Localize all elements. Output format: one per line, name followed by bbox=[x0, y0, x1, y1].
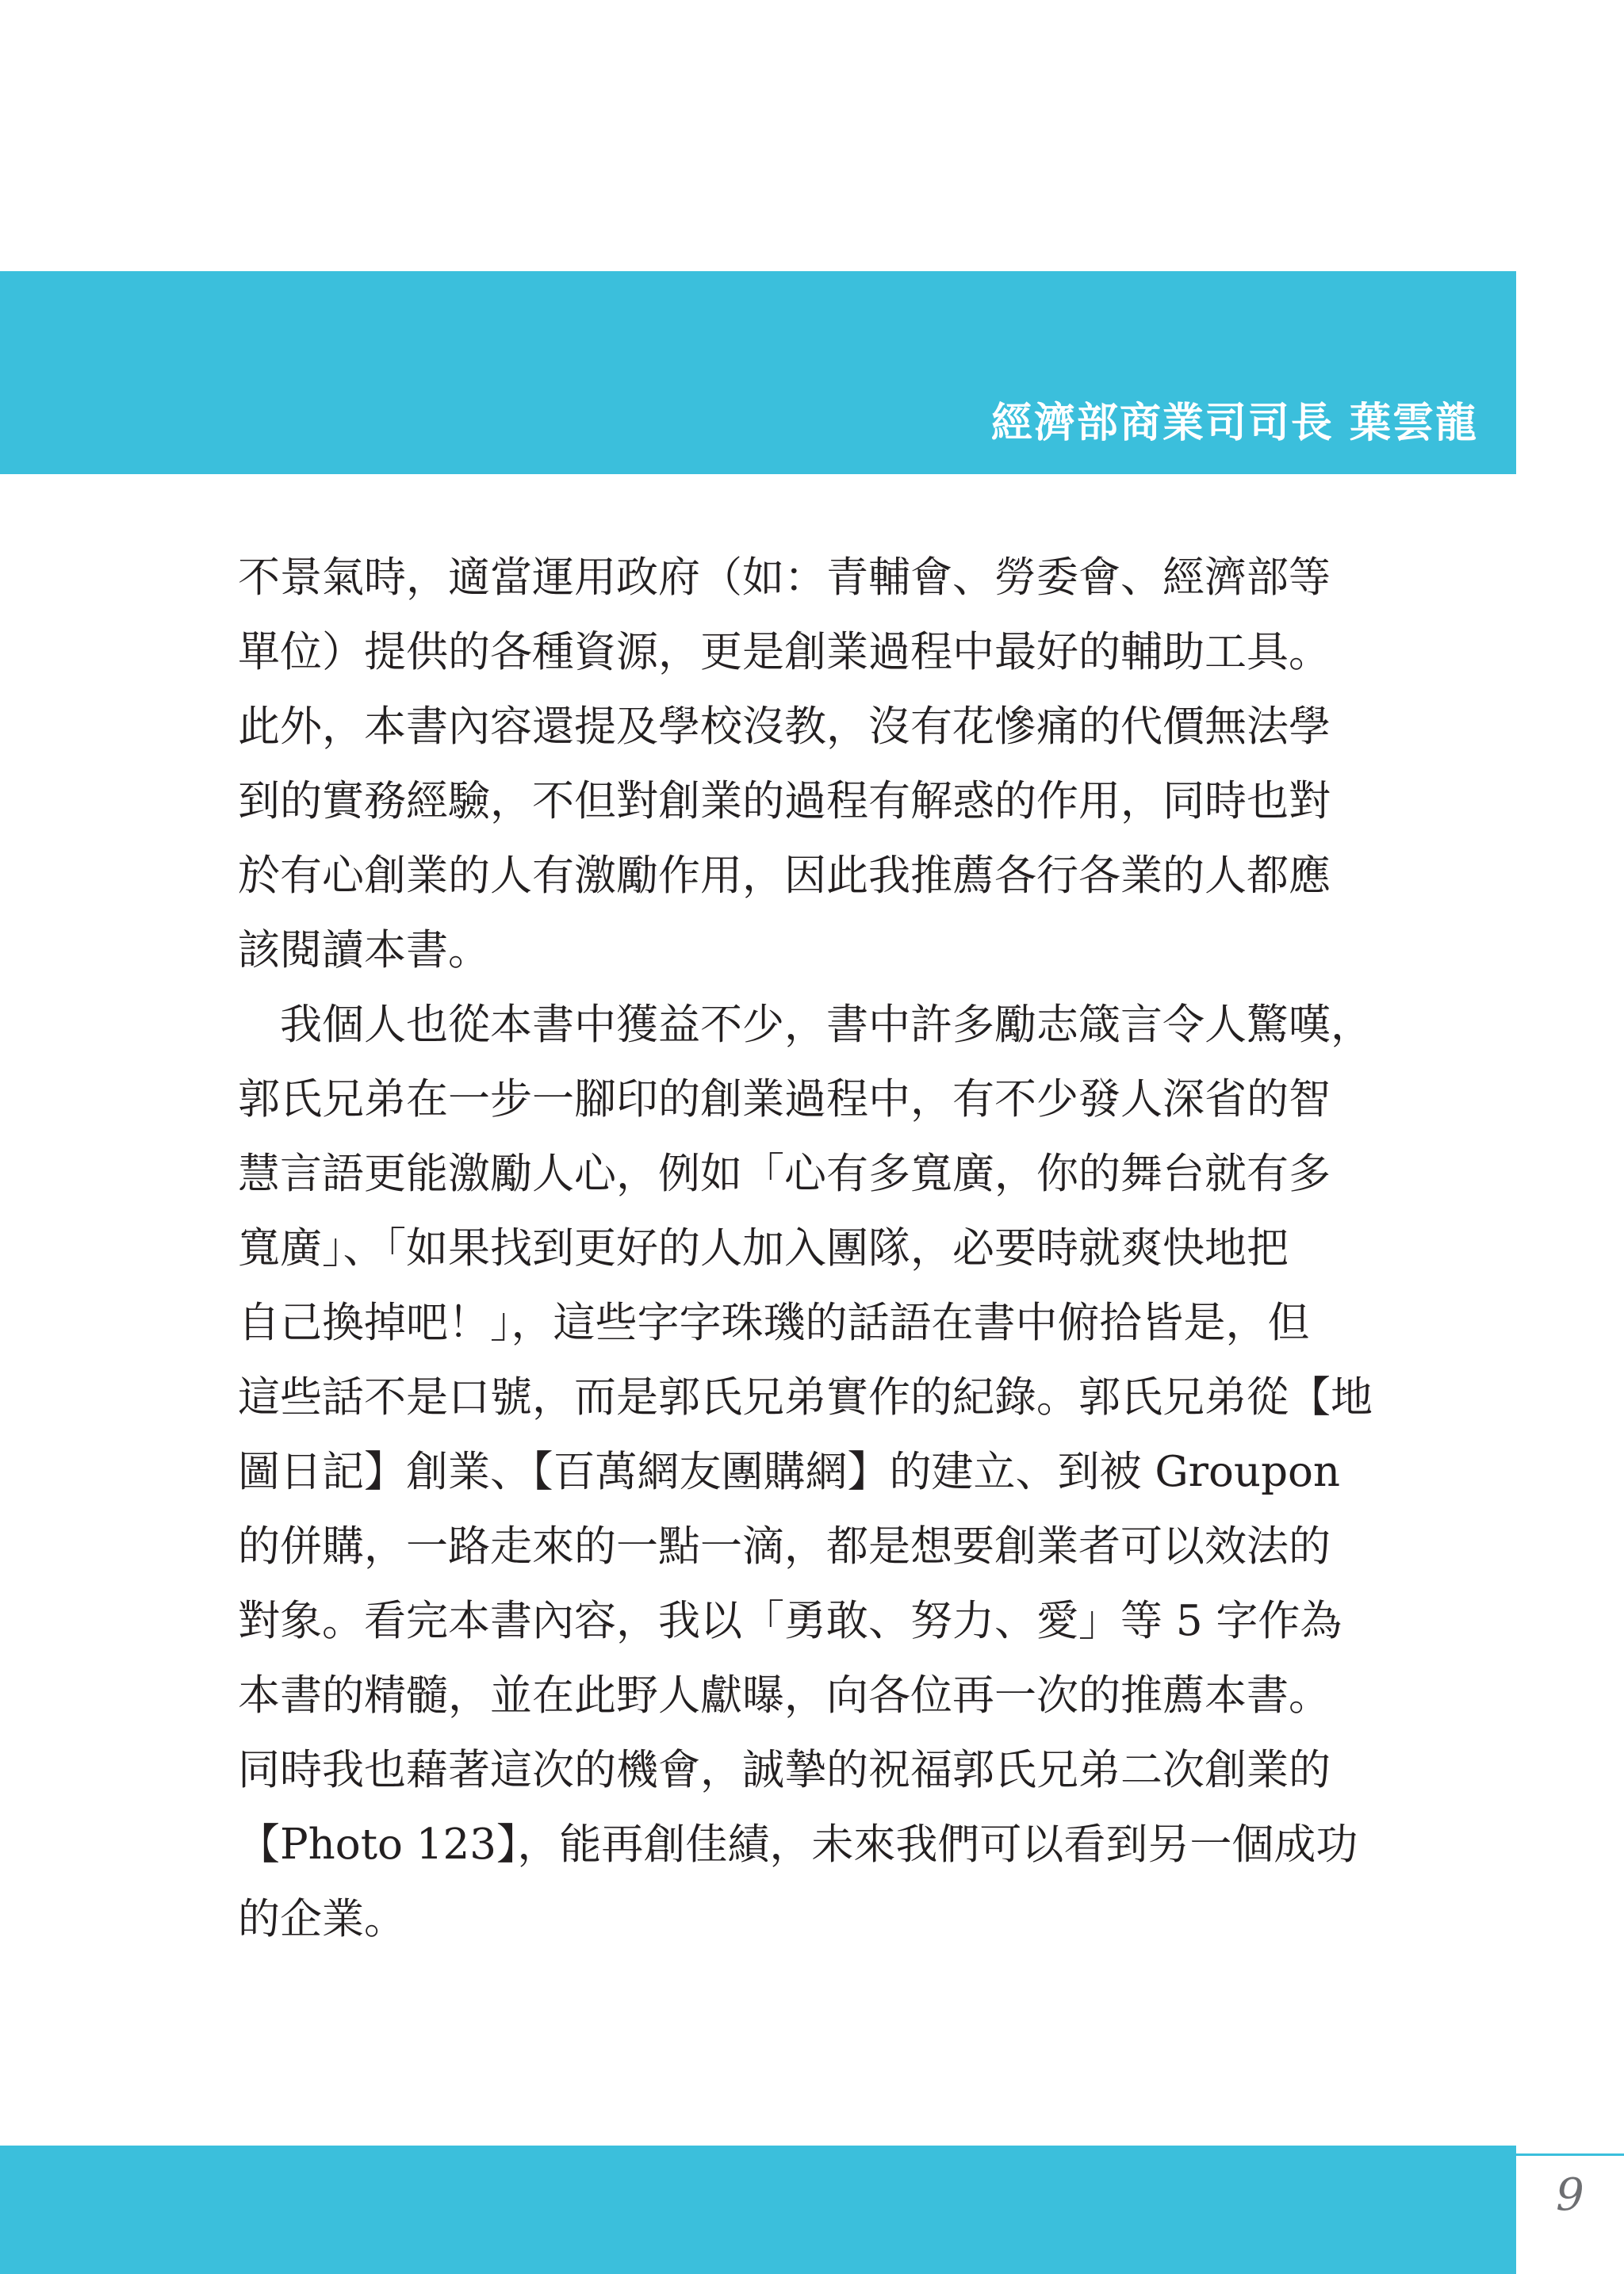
text-line: 【Photo 123】，能再創佳績，未來我們可以看到另一個成功 bbox=[238, 1820, 1358, 1869]
text-line: 的併購，一路走來的一點一滴，都是想要創業者可以效法的 bbox=[238, 1522, 1331, 1571]
text-line: 這些話不是口號，而是郭氏兄弟實作的紀錄。郭氏兄弟從【地 bbox=[238, 1373, 1373, 1422]
text-line: 不景氣時，適當運用政府（如：青輔會、勞委會、經濟部等 bbox=[238, 553, 1331, 602]
text-line: 到的實務經驗，不但對創業的過程有解惑的作用，同時也對 bbox=[238, 777, 1331, 825]
text-line: 圖日記】創業、【百萬網友團購網】的建立、到被 Groupon bbox=[238, 1448, 1341, 1496]
text-line: 我個人也從本書中獲益不少，書中許多勵志箴言令人驚嘆， bbox=[238, 1001, 1373, 1049]
text-line: 本書的精髓，並在此野人獻曝，向各位再一次的推薦本書。 bbox=[238, 1671, 1331, 1720]
text-line: 此外，本書內容還提及學校沒教，沒有花慘痛的代價無法學 bbox=[238, 702, 1331, 751]
text-line: 單位）提供的各種資源，更是創業過程中最好的輔助工具。 bbox=[238, 628, 1331, 676]
body-text bbox=[238, 541, 1427, 1957]
page-number: 9 bbox=[1556, 2169, 1584, 2221]
text-line: 的企業。 bbox=[238, 1895, 406, 1943]
text-line: 對象。看完本書內容，我以「勇敢、努力、愛」等 5 字作為 bbox=[238, 1597, 1342, 1645]
paragraph-1 bbox=[238, 541, 1427, 988]
author-title: 經濟部商業司司長 葉雲龍 bbox=[990, 400, 1478, 447]
text-line: 該閱讀本書。 bbox=[238, 926, 490, 974]
footer-band bbox=[0, 2146, 1516, 2274]
paragraph-2 bbox=[238, 988, 1427, 1957]
footer-rule bbox=[1516, 2153, 1624, 2156]
header-band bbox=[0, 271, 1516, 474]
text-line: 慧言語更能激勵人心，例如「心有多寬廣，你的舞台就有多 bbox=[238, 1150, 1331, 1198]
text-line: 郭氏兄弟在一步一腳印的創業過程中，有不少發人深省的智 bbox=[238, 1075, 1331, 1124]
text-line: 同時我也藉著這次的機會，誠摯的祝福郭氏兄弟二次創業的 bbox=[238, 1746, 1331, 1794]
text-line: 寬廣」、「如果找到更好的人加入團隊，必要時就爽快地把 bbox=[238, 1224, 1289, 1273]
text-line: 於有心創業的人有激勵作用，因此我推薦各行各業的人都應 bbox=[238, 852, 1331, 900]
text-line: 自己換掉吧！」，這些字字珠璣的話語在書中俯拾皆是，但 bbox=[238, 1299, 1310, 1347]
